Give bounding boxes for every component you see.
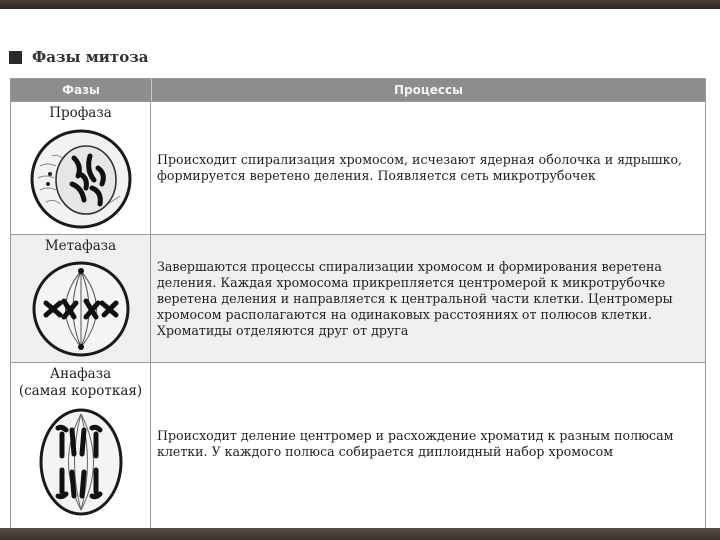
section-heading bbox=[9, 47, 149, 67]
phase-name-line1: Анафаза bbox=[49, 366, 112, 382]
process-text: Происходит спирализация хромосом, исчезают ядерная оболочка и ядрышко, формируется веретено деления. Появляется сеть микротрубочек bbox=[157, 152, 683, 183]
process-text: Завершаются процессы спирализации хромосом и формирования веретена деления. Каждая хромосома прикрепляется центромерой к микротрубочке веретена деления и направляется к центральной части клетки. Центромеры хромосом располагаются на одинаковых расстояниях от полюсов клетки. Хроматиды отделяются друг от друга bbox=[157, 258, 673, 338]
table-header bbox=[11, 79, 705, 101]
top-frame-bar bbox=[0, 0, 720, 9]
process-text: Происходит деление центромер и расхождение хроматид к разным полюсам клетки. У каждого полюса собирается диплоидный набор хромосом bbox=[157, 428, 674, 459]
bullet-square-icon bbox=[9, 51, 22, 64]
phase-name-line2: (самая короткая) bbox=[18, 383, 143, 399]
table-row-anaphase bbox=[11, 362, 705, 530]
process-cell bbox=[151, 235, 705, 362]
phase-cell bbox=[11, 235, 151, 362]
mitosis-phases-table bbox=[10, 78, 706, 530]
process-cell bbox=[151, 102, 705, 234]
header-process: Процессы bbox=[394, 83, 463, 97]
header-phase: Фазы bbox=[11, 79, 152, 101]
phase-name bbox=[19, 366, 142, 400]
phase-cell bbox=[11, 102, 151, 234]
bottom-frame-bar bbox=[0, 528, 720, 540]
phase-name: Метафаза bbox=[44, 238, 117, 254]
prophase-cell-icon bbox=[28, 126, 134, 230]
table-row-metaphase bbox=[11, 234, 705, 362]
section-title: Фазы митоза bbox=[32, 48, 149, 66]
phase-cell bbox=[11, 363, 151, 530]
process-cell bbox=[151, 363, 705, 530]
anaphase-cell-icon bbox=[28, 404, 134, 516]
table-row-prophase bbox=[11, 101, 705, 234]
phase-name: Профаза bbox=[49, 105, 112, 121]
metaphase-cell-icon bbox=[30, 259, 132, 359]
